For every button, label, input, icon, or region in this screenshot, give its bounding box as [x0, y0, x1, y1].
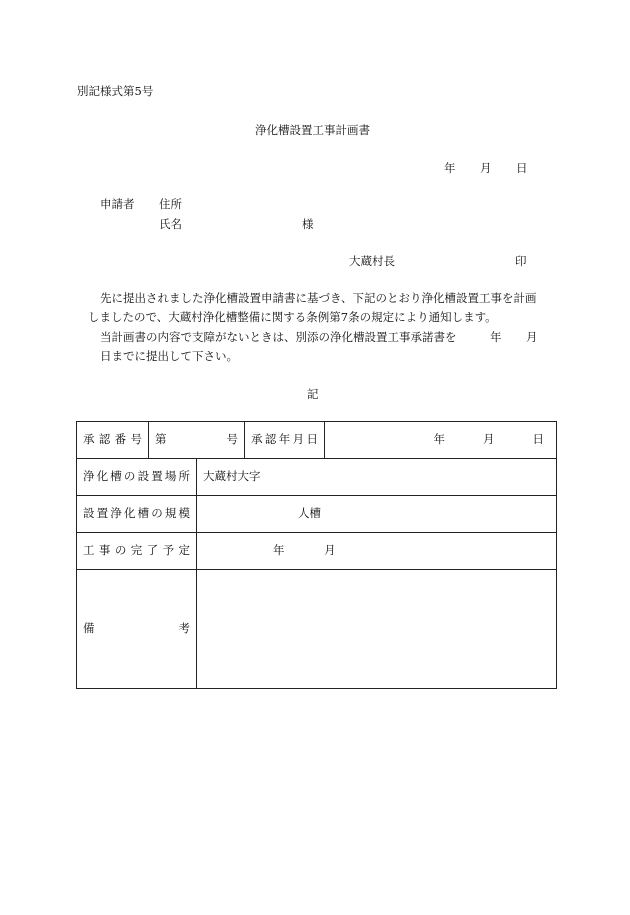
approval-no-prefix: 第 [155, 432, 167, 447]
date-day: 日 [516, 161, 528, 175]
address-label: 住所 [159, 197, 182, 211]
date-month: 月 [480, 161, 492, 175]
approval-date-year: 年 [433, 432, 445, 447]
completion-value-cell [197, 533, 557, 570]
approval-date-value-cell [325, 422, 557, 459]
approval-no-label: 承認番号 [83, 432, 142, 447]
remarks-value-cell [197, 570, 557, 689]
form-number: 別記様式第5号 [77, 84, 154, 98]
scale-label: 設置浄化槽の規模 [83, 506, 190, 521]
completion-label-cell [77, 533, 197, 570]
location-value-cell [197, 459, 557, 496]
honorific: 様 [302, 217, 314, 231]
table-row-scale [77, 496, 557, 533]
date-year: 年 [444, 161, 456, 175]
approval-no-value-cell [149, 422, 245, 459]
scale-value-cell [197, 496, 557, 533]
document-title: 浄化槽設置工事計画書 [255, 123, 370, 137]
table-row-completion [77, 533, 557, 570]
completion-year: 年 [273, 543, 285, 558]
plan-table [76, 421, 557, 689]
approval-date-label-cell [245, 422, 325, 459]
approval-no-suffix: 号 [226, 432, 238, 447]
scale-unit: 人槽 [298, 506, 321, 521]
table-row-location [77, 459, 557, 496]
issuer-title: 大蔵村長 [349, 254, 395, 268]
table-row-approval [77, 422, 557, 459]
location-value: 大蔵村大字 [203, 469, 261, 484]
name-label: 氏名 [159, 217, 182, 231]
body-line-3-year: 年 [490, 330, 502, 344]
body-line-4: 日までに提出して下さい。 [100, 349, 238, 363]
scale-label-cell [77, 496, 197, 533]
remarks-label-cell [77, 570, 197, 689]
completion-label: 工事の完了予定 [83, 543, 190, 558]
approval-date-month: 月 [483, 432, 495, 447]
ki-heading: 記 [307, 387, 319, 401]
location-label: 浄化槽の設置場所 [83, 469, 190, 484]
approval-no-label-cell [77, 422, 149, 459]
approval-date-day: 日 [532, 432, 544, 447]
location-label-cell [77, 459, 197, 496]
applicant-label: 申請者 [100, 197, 135, 211]
body-line-1: 先に提出されました浄化槽設置申請書に基づき、下記のとおり浄化槽設置工事を計画 [100, 291, 537, 305]
completion-month: 月 [324, 543, 336, 558]
body-line-3-month: 月 [526, 330, 538, 344]
table-row-remarks [77, 570, 557, 689]
remarks-label-first: 備 [83, 621, 95, 636]
remarks-label-second: 考 [178, 621, 190, 636]
approval-date-label: 承認年月日 [251, 432, 318, 447]
seal-mark: 印 [515, 254, 527, 268]
body-line-3: 当計画書の内容で支障がないときは、別添の浄化槽設置工事承諾書を [100, 330, 457, 344]
body-line-2: しましたので、大蔵村浄化槽整備に関する条例第7条の規定により通知します。 [88, 310, 497, 324]
